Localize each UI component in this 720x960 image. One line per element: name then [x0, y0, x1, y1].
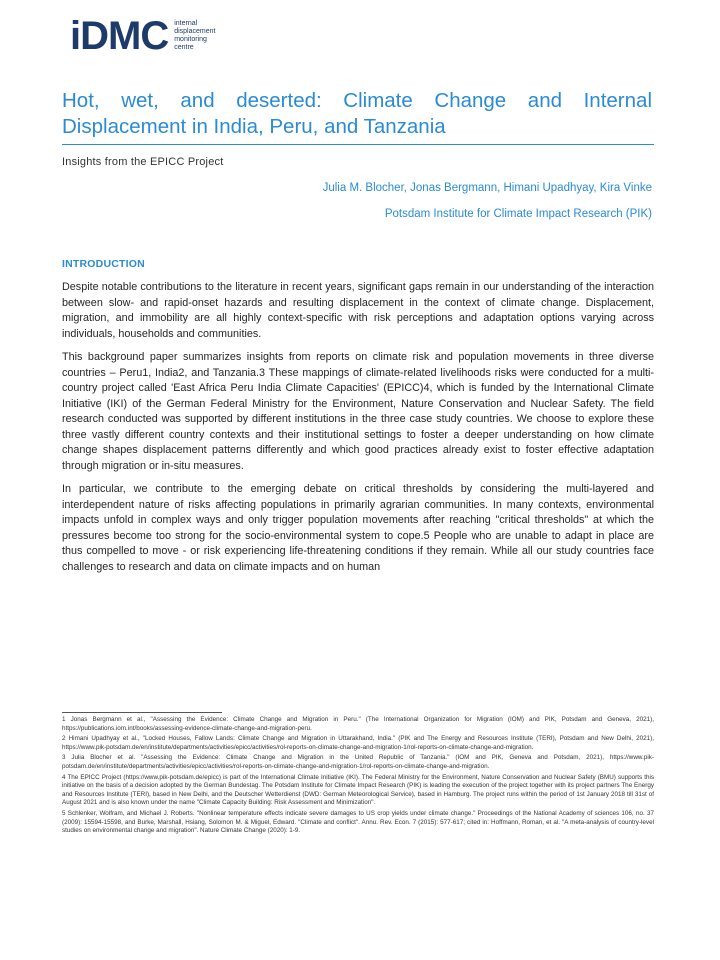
- logo-subtext: [174, 20, 234, 52]
- section-heading: INTRODUCTION: [62, 258, 145, 270]
- paragraph: This background paper summarizes insights from reports on climate risk and population movements in three diverse countries – Peru1, India2, and Tanzania.3 These mappings of climate-related livelihoods risks were conducted for a multi-country project called 'East Africa Peru India Climate Capacities' (EPICC)4, which is funded by the International Climate Initiative (IKI) of the German Federal Ministry for the Environment, Nature Conservation and Nuclear Safety. The field research conducted was supported by different institutions in the three case study countries. We choose to explore these three vastly different country contexts and their institutional settings to foster a deeper understanding on how climate change shapes displacement patterns differently and which good practices already exist to foster effective adaptation through migration or in-situ measures.: [62, 351, 654, 472]
- paragraph: Despite notable contributions to the literature in recent years, significant gaps remain in our understanding of the interaction between slow- and rapid-onset hazards and resulting displacement in the context of climate change. Displacement, migration, and immobility are all highly context-specific with risk perceptions and adaptation options varying across individuals, households and communities.: [62, 281, 654, 340]
- footnote-divider: [62, 712, 222, 713]
- body-text: [62, 280, 654, 583]
- footnote: 5 Schlenker, Wolfram, and Michael J. Roberts. "Nonlinear temperature effects indicate severe damages to US crop yields under climate change." Proceedings of the National Academy of sciences 106, no. 37 (2009): 15594-15598, and Burke, Marshall, Hsiang, Solomon M. & Miguel, Edward. "Climate and conflict". Annu. Rev. Econ. 7 (2015): 577-617; cited in: Hoffmann, Roman, et al. "A meta-analysis of country-level studies on environmental change and migration". Nature Climate Change (2020): 1-9.: [62, 809, 654, 835]
- logo-sub-line: displacement: [174, 28, 216, 35]
- document-title: Hot, wet, and deserted: Climate Change and Internal Displacement in India, Peru, and Tanzania: [62, 89, 652, 138]
- logo-sub-line: internal: [174, 20, 198, 27]
- idmc-logo: [70, 16, 234, 56]
- logo-sub-line: centre: [174, 44, 194, 51]
- footnote: 2 Himani Upadhyay et al., "Locked Houses, Fallow Lands: Climate Change and Migration in Uttarakhand, India." (PIK and The Energy and Resources Institute (TERI), Potsdam and New Delhi, 2021), https://www.pik-potsdam.de/en/institute/departments/activities/epicc/activities/rol-reports-on-climate-change-and-migration-1/rol-reports-on-climate-change-and-migration.: [62, 735, 654, 751]
- paragraph: In particular, we contribute to the emerging debate on critical thresholds by considering the multi-layered and interdependent nature of risks affecting populations in primarily agrarian communities. In many contexts, environmental impacts unfold in complex ways and only trigger population movements after reaching "critical thresholds" at which the pressures become too strong for the socio-environmental system to cope.5 People who are unable to adapt in place are thus compelled to move - or risk experiencing life-threatening conditions if they remain. While all our study countries face challenges to research and data on climate impacts and on human: [62, 483, 654, 573]
- footnote: 1 Jonas Bergmann et al., "Assessing the Evidence: Climate Change and Migration in Peru." (The International Organization for Migration (IOM) and PIK, Potsdam and Geneva, 2021), https://publications.iom.int/books/assessing-evidence-climate-change-and-migration-peru.: [62, 716, 654, 732]
- document-subtitle: Insights from the EPICC Project: [62, 156, 224, 168]
- footnote: 3 Julia Blocher et al. "Assessing the Evidence: Climate Change and Migration in the United Republic of Tanzania." (IOM and PIK, Geneva and Potsdam, 2021), https://www.pik-potsdam.de/en/institute/departments/activities/epicc/activities/rol-reports-on-climate-change-and-migration-1/rol-reports-on-climate-change-and-migration.: [62, 754, 654, 770]
- footnotes: [62, 716, 654, 838]
- logo-mark: iDMC: [70, 14, 169, 58]
- footnote: 4 The EPICC Project (https://www.pik-potsdam.de/epicc) is part of the International Climate Initiative (IKI). The Federal Ministry for the Environment, Nature Conservation and Nuclear Safety (BMU) supports this initiative on the basis of a decision adopted by the German Bundestag. The Potsdam Institute for Climate Impact Research (PIK) is leading the execution of the project together with its project partners The Energy and Resources Institute (TERI), based in New Delhi, and the Deutscher Wetterdienst (DWD: German Meteorological Service), based in Hamburg. The project runs within the period of 1st January 2018 till 31st of August 2021 and is also known under the name "Climate Capacity Building: Risk Assessment and Minimization".: [62, 773, 654, 807]
- logo-sub-line: monitoring: [174, 36, 207, 43]
- title-divider: [62, 144, 654, 145]
- author-affiliation: Potsdam Institute for Climate Impact Research (PIK): [384, 208, 652, 220]
- author-list: Julia M. Blocher, Jonas Bergmann, Himani Upadhyay, Kira Vinke: [322, 182, 652, 194]
